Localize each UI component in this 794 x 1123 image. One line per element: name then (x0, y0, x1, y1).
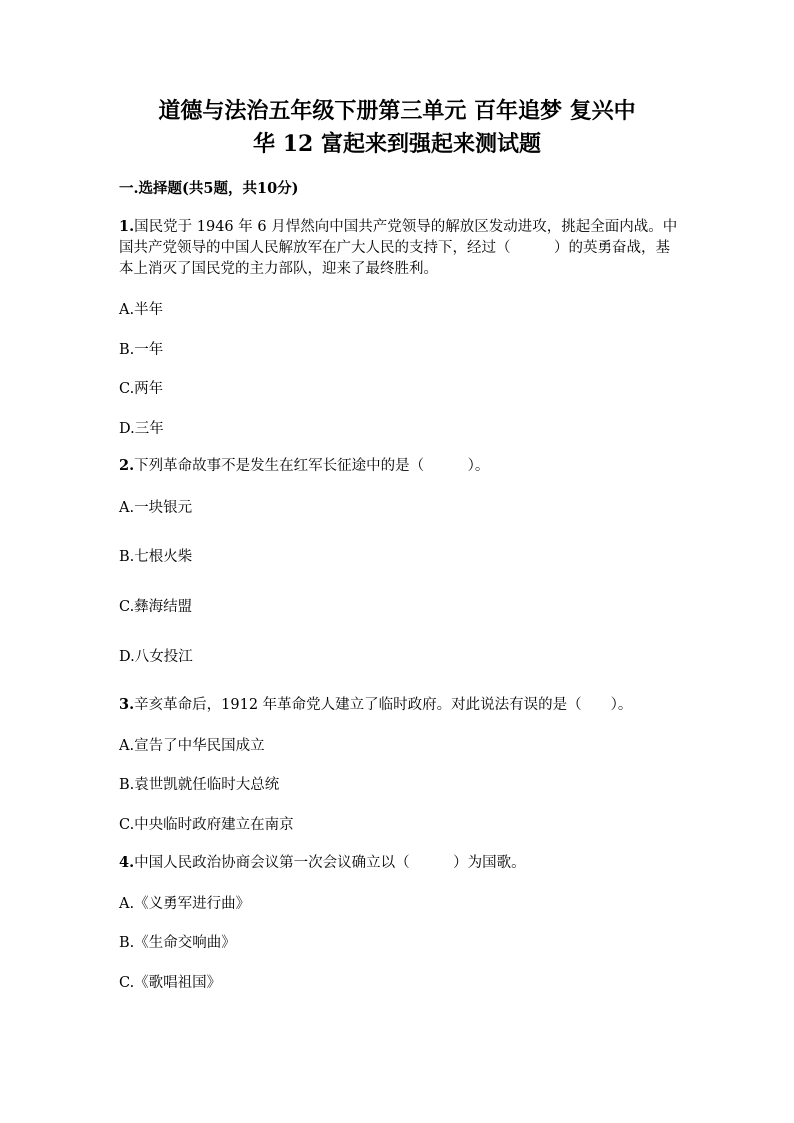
question-3 (119, 694, 679, 716)
question-number: 4. (119, 854, 135, 871)
question-3-option-a[interactable]: A.宣告了中华民国成立 (119, 738, 265, 754)
question-1 (119, 216, 679, 280)
question-text: 辛亥革命后，1912 年革命党人建立了临时政府。对此说法有误的是（ ）。 (134, 697, 633, 713)
question-4-option-b[interactable]: B.《生命交响曲》 (119, 935, 236, 951)
question-1-option-d[interactable]: D.三年 (119, 421, 164, 437)
question-2-option-c[interactable]: C.彝海结盟 (119, 599, 193, 615)
section-heading: 一.选择题(共5题，共10分) (119, 180, 299, 197)
question-2-option-b[interactable]: B.七根火柴 (119, 549, 193, 565)
page-title-line-1: 道德与法治五年级下册第三单元 百年追梦 复兴中 (158, 98, 636, 124)
question-2-option-a[interactable]: A.一块银元 (119, 500, 193, 516)
question-1-option-c[interactable]: C.两年 (119, 381, 164, 397)
question-2-option-d[interactable]: D.八女投江 (119, 649, 193, 665)
question-number: 2. (119, 457, 135, 474)
question-4 (119, 852, 679, 874)
question-text: 中国人民政治协商会议第一次会议确立以（ ）为国歌。 (134, 855, 526, 871)
question-3-option-b[interactable]: B.袁世凯就任临时大总统 (119, 777, 280, 793)
question-3-option-c[interactable]: C.中央临时政府建立在南京 (119, 817, 294, 833)
question-1-option-b[interactable]: B.一年 (119, 342, 164, 358)
question-text: 国民党于 1946 年 6 月悍然向中国共产党领导的解放区发动进攻，挑起全面内战。中国共产党领导的中国人民解放军在广大人民的支持下，经过（ ）的英勇奋战，基本上消灭了国民党的主力部队，迎来了最终胜利。 (119, 219, 678, 277)
question-number: 1. (119, 218, 135, 235)
question-4-option-a[interactable]: A.《义勇军进行曲》 (119, 896, 251, 912)
question-text: 下列革命故事不是发生在红军长征途中的是（ ）。 (134, 458, 490, 474)
question-1-option-a[interactable]: A.半年 (119, 302, 164, 318)
question-2 (119, 455, 679, 477)
question-4-option-c[interactable]: C.《歌唱祖国》 (119, 975, 222, 991)
question-number: 3. (119, 696, 135, 713)
page-title-line-2: 华 12 富起来到强起来测试题 (253, 131, 541, 157)
